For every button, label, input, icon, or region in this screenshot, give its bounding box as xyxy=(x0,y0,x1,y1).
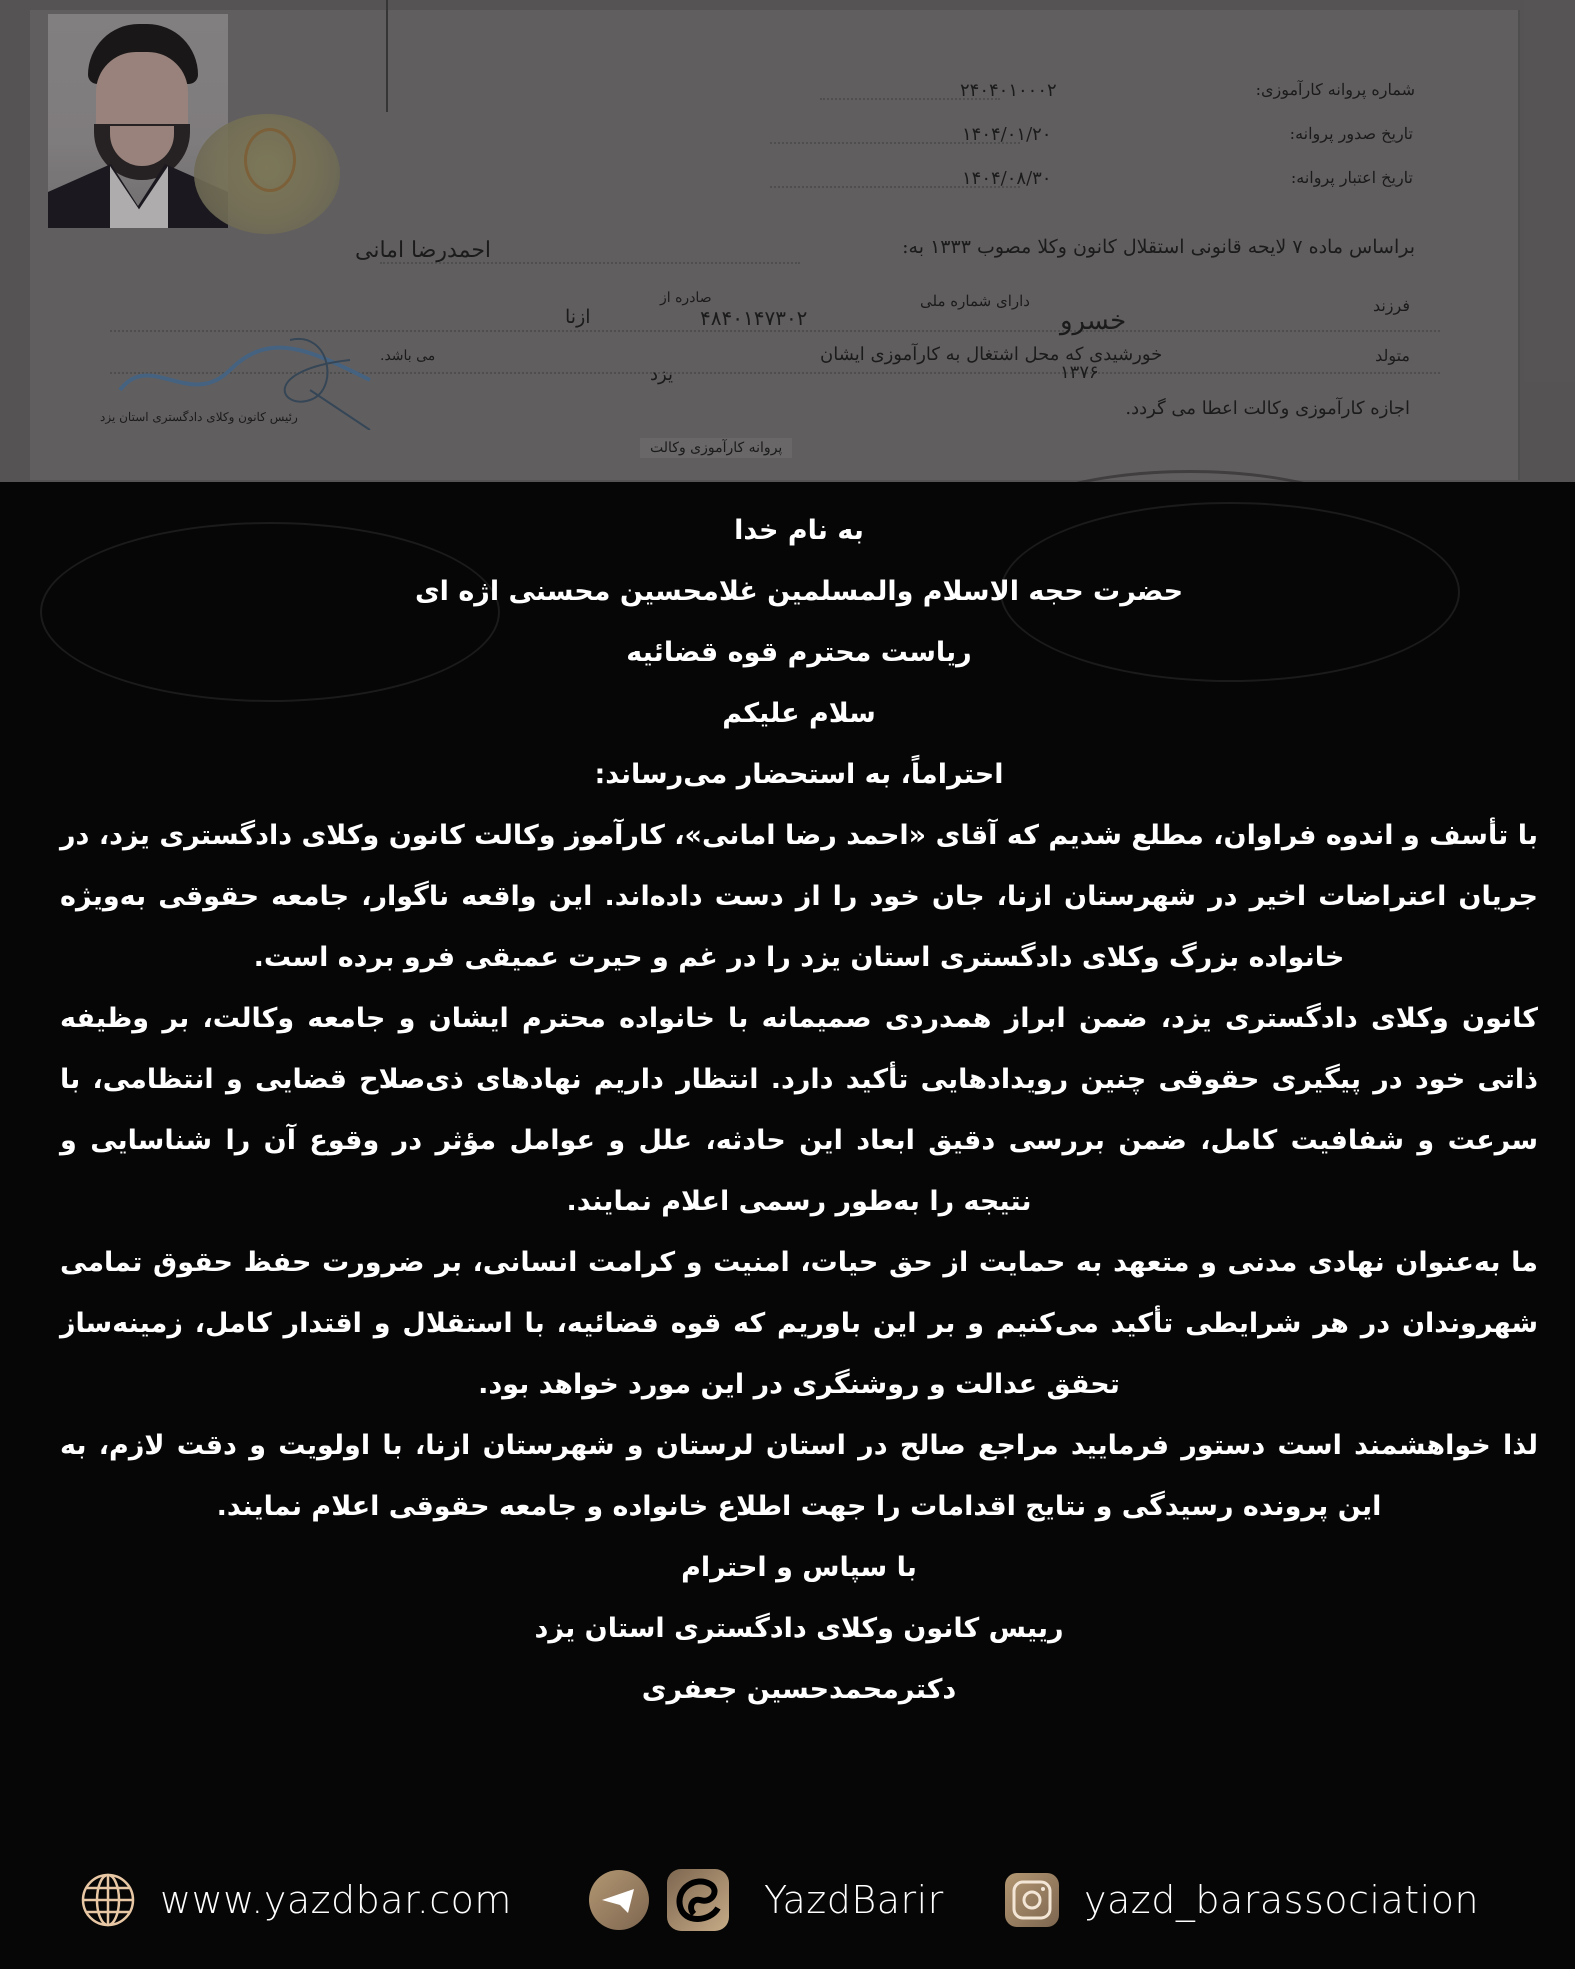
letter-body xyxy=(60,500,1538,1720)
signer-name: دکترمحمدحسین جعفری xyxy=(641,1674,957,1705)
footer-tab: پروانه کارآموزی وکالت xyxy=(640,438,792,458)
certificate-scan xyxy=(0,0,1575,482)
issued-from-label: صادره از xyxy=(660,290,712,306)
letter-panel xyxy=(0,482,1575,1969)
greeting: سلام علیکم xyxy=(722,698,876,729)
national-id: ۴۸۴۰۱۴۷۳۰۲ xyxy=(700,306,808,330)
messenger-text: YazdBarir xyxy=(764,1878,944,1922)
field-value-expiry-date: ۱۴۰۴/۰۸/۳۰ xyxy=(962,168,1052,189)
paragraph-4: لذا خواهشمند است دستور فرمایید مراجع صالح در استان لرستان و شهرستان ازنا، با اولویت و دقت لازم، به این پرونده رسیدگی و نتایج اقدامات را جهت اطلاع خانواده و جامعه حقوقی اعلام نمایند. xyxy=(60,1430,1538,1522)
closing: با سپاس و احترام xyxy=(681,1552,917,1583)
field-label-issue-date: تاریخ صدور پروانه: xyxy=(1289,124,1413,143)
contact-footer xyxy=(0,1860,1575,1940)
signature-title: رئیس کانون وکلای دادگستری استان یزد xyxy=(100,410,298,424)
addressee-line-2: ریاست محترم قوه قضائیه xyxy=(626,637,972,668)
addressee-line-1: حضرت حجه الاسلام والمسلمین غلامحسین محسنی اژه ای xyxy=(414,576,1184,607)
instagram-text: yazd_barassociation xyxy=(1084,1878,1480,1922)
field-label-license-number: شماره پروانه کارآموزی: xyxy=(1255,80,1415,99)
basmala: به نام خدا xyxy=(734,515,864,546)
website-text: www.yazdbar.com xyxy=(160,1878,512,1922)
messenger-link[interactable] xyxy=(588,1860,944,1940)
father-label: فرزند xyxy=(1372,296,1410,315)
field-label-expiry-date: تاریخ اعتبار پروانه: xyxy=(1290,168,1413,187)
father-name: خسرو xyxy=(1060,306,1127,336)
paragraph-1: با تأسف و اندوه فراوان، مطلع شدیم که آقای «احمد رضا امانی»، کارآموز وکالت کانون وکلای دادگستری یزد، در جریان اعتراضات اخیر در شهرستان ازنا، جان خود را از دست داده‌اند. این واقعه ناگوار، جامعه حقوقی به‌ویژه خانواده بزرگ وکلای دادگستری استان یزد را در غم و حیرت عمیقی فرو برده است. xyxy=(60,820,1538,973)
seal-icon xyxy=(194,114,340,234)
instagram-icon xyxy=(1004,1872,1060,1928)
paragraph-2: کانون وکلای دادگستری یزد، ضمن ابراز همدردی صمیمانه با خانواده محترم ایشان و جامعه وکالت، بر وظیفه ذاتی خود در پیگیری حقوقی چنین رویدادهایی تأکید دارد. انتظار داریم نهادهای ذی‌صلاح قضایی و انتظامی، با سرعت و شفافیت کامل، ضمن بررسی دقیق ابعاد این حادثه، علل و عوامل مؤثر در وقوع آن را شناسایی و نتیجه را به‌طور رسمی اعلام نمایند. xyxy=(60,1003,1538,1217)
is-suffix: می باشد. xyxy=(380,348,436,364)
telegram-icon[interactable] xyxy=(588,1869,650,1931)
seal-string xyxy=(386,0,388,112)
closing-text: اجازه کارآموزی وکالت اعطا می گردد. xyxy=(1125,398,1410,419)
globe-icon xyxy=(80,1872,136,1928)
holder-name: احمدرضا امانی xyxy=(355,238,492,263)
intro: احتراماً، به استحضار می‌رساند: xyxy=(594,759,1004,790)
employment-text: خورشیدی که محل اشتغال به کارآموزی ایشان xyxy=(820,344,1163,365)
statement-line: براساس ماده ۷ لایحه قانونی استقلال کانون وکلا مصوب ۱۳۳۳ به: xyxy=(902,236,1415,258)
paragraph-3: ما به‌عنوان نهادی مدنی و متعهد به حمایت از حق حیات، امنیت و کرامت انسانی، بر ضرورت حفظ حقوق تمامی شهروندان در هر شرایطی تأکید می‌کنیم و بر این باوریم که قوه قضائیه، با استقلال و اقتدار کامل، زمینه‌ساز تحقق عدالت و روشنگری در این مورد خواهد بود. xyxy=(60,1247,1538,1400)
birth-year: ۱۳۷۶ xyxy=(1060,362,1099,383)
issued-from: ازنا xyxy=(565,306,591,328)
instagram-link[interactable] xyxy=(1004,1860,1479,1940)
website-link[interactable] xyxy=(80,1860,512,1940)
field-value-issue-date: ۱۴۰۴/۰۱/۲۰ xyxy=(962,124,1052,145)
field-value-license-number: ۲۴۰۴۰۱۰۰۰۲ xyxy=(960,80,1057,101)
birth-city: یزد xyxy=(650,364,673,385)
national-id-label: دارای شماره ملی xyxy=(920,292,1030,310)
born-label: متولد xyxy=(1375,346,1410,365)
signer-title: رییس کانون وکلای دادگستری استان یزد xyxy=(534,1613,1064,1644)
eitaa-icon[interactable] xyxy=(666,1868,730,1932)
